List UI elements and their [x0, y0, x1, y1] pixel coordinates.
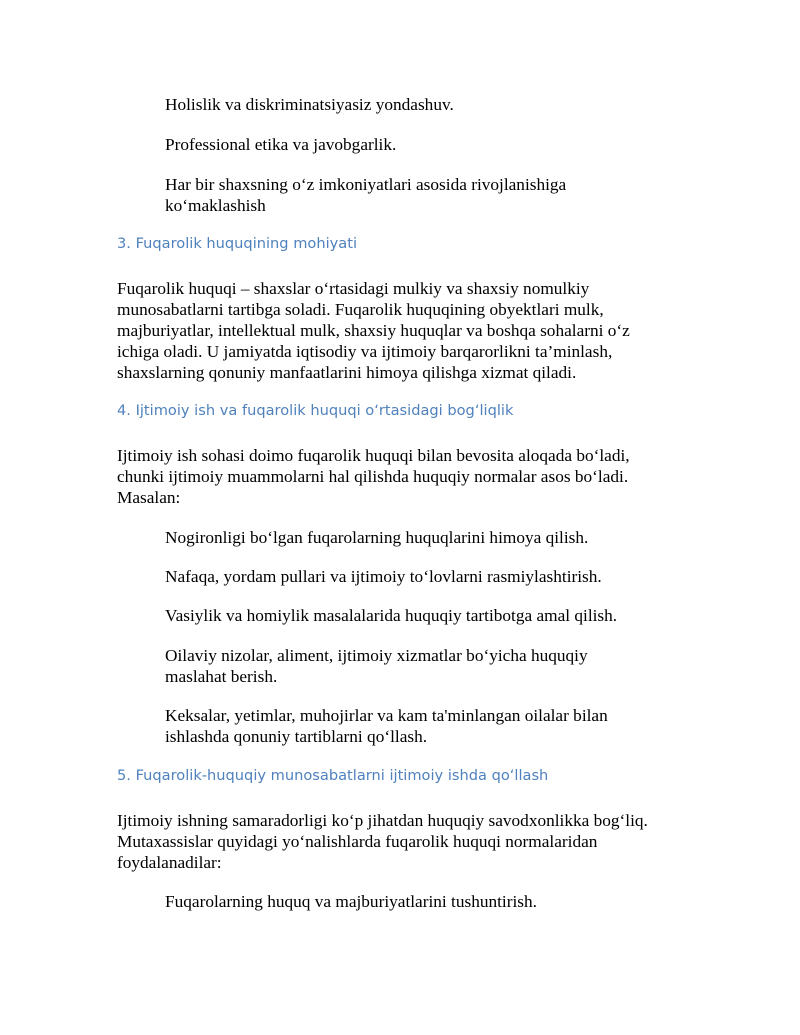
list-item-continuation: ishlashda qonuniy tartiblarni qo‘llash.: [165, 727, 428, 746]
paragraph-line: chunki ijtimoiy muammolarni hal qilishda huquqiy normalar asos bo‘ladi.: [117, 467, 629, 486]
list-item: Nafaqa, yordam pullari va ijtimoiy to‘lovlarni rasmiylashtirish.: [165, 567, 602, 586]
list-item: Professional etika va javobgarlik.: [165, 135, 397, 154]
list-item: Holislik va diskriminatsiyasiz yondashuv.: [165, 95, 454, 114]
section-heading: 5. Fuqarolik-huquqiy munosabatlarni ijtimoiy ishda qo‘llash: [117, 767, 549, 784]
list-item: Har bir shaxsning o‘z imkoniyatlari asosida rivojlanishiga: [165, 175, 567, 194]
list-item-continuation: maslahat berish.: [165, 667, 278, 686]
section-heading: 3. Fuqarolik huquqining mohiyati: [117, 235, 358, 252]
paragraph-line: Masalan:: [117, 488, 181, 507]
list-item: Fuqarolarning huquq va majburiyatlarini tushuntirish.: [165, 892, 537, 911]
paragraph-line: majburiyatlar, intellektual mulk, shaxsiy huquqlar va boshqa sohalarni o‘z: [117, 321, 630, 340]
paragraph-line: Mutaxassislar quyidagi yo‘nalishlarda fuqarolik huquqi normalaridan: [117, 832, 598, 851]
list-item: Keksalar, yetimlar, muhojirlar va kam ta'minlangan oilalar bilan: [165, 706, 608, 725]
paragraph-line: munosabatlarni tartibga soladi. Fuqarolik huquqining obyektlari mulk,: [117, 300, 604, 319]
list-item: Vasiylik va homiylik masalalarida huquqiy tartibotga amal qilish.: [165, 606, 618, 625]
paragraph-line: foydalanadilar:: [117, 853, 222, 872]
paragraph-line: shaxslarning qonuniy manfaatlarini himoya qilishga xizmat qiladi.: [117, 363, 577, 382]
list-item: Oilaviy nizolar, aliment, ijtimoiy xizmatlar bo‘yicha huquqiy: [165, 646, 588, 665]
paragraph-line: Fuqarolik huquqi – shaxslar o‘rtasidagi mulkiy va shaxsiy nomulkiy: [117, 279, 590, 298]
section-heading: 4. Ijtimoiy ish va fuqarolik huquqi o‘rtasidagi bog‘liqlik: [117, 402, 514, 419]
paragraph-line: Ijtimoiy ishning samaradorligi ko‘p jihatdan huquqiy savodxonlikka bog‘liq.: [117, 811, 648, 830]
paragraph-line: Ijtimoiy ish sohasi doimo fuqarolik huquqi bilan bevosita aloqada bo‘ladi,: [117, 446, 630, 465]
list-item-continuation: ko‘maklashish: [165, 196, 266, 215]
paragraph-line: ichiga oladi. U jamiyatda iqtisodiy va ijtimoiy barqarorlikni ta’minlash,: [117, 342, 613, 361]
list-item: Nogironligi bo‘lgan fuqarolarning huquqlarini himoya qilish.: [165, 528, 589, 547]
